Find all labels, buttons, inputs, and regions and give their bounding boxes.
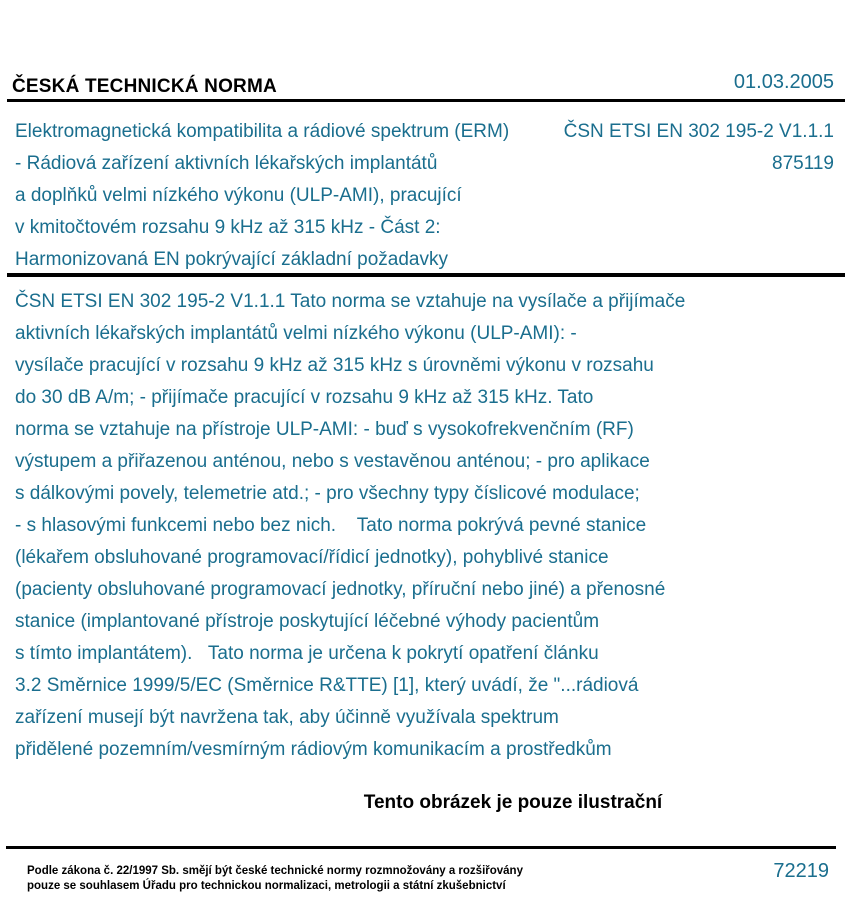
document-type-title: ČESKÁ TECHNICKÁ NORMA bbox=[12, 76, 277, 97]
abstract-line: vysílače pracující v rozsahu 9 kHz až 315 kHz s úrovněmi výkonu v rozsahu bbox=[15, 355, 654, 376]
abstract-line: s dálkovými povely, telemetrie atd.; - pro všechny typy číslicové modulace; bbox=[15, 483, 640, 504]
abstract-text bbox=[15, 286, 685, 766]
abstract-line: - s hlasovými funkcemi nebo bez nich. Tato norma pokrývá pevné stanice bbox=[15, 515, 647, 536]
header-divider bbox=[7, 99, 845, 102]
abstract-line: ČSN ETSI EN 302 195-2 V1.1.1 Tato norma se vztahuje na vysílače a přijímače bbox=[15, 291, 686, 312]
standard-title-line: Elektromagnetická kompatibilita a rádiové spektrum (ERM) bbox=[15, 121, 510, 142]
standard-title-line: - Rádiová zařízení aktivních lékařských implantátů bbox=[15, 153, 438, 174]
standard-title-line: a doplňků velmi nízkého výkonu (ULP-AMI), pracující bbox=[15, 185, 462, 206]
abstract-line: (lékařem obsluhované programovací/řídicí jednotky), pohyblivé stanice bbox=[15, 547, 609, 568]
legal-notice-line: Podle zákona č. 22/1997 Sb. smějí být české technické normy rozmnožovány a rozšiřovány bbox=[27, 865, 523, 877]
standard-identifiers bbox=[564, 116, 834, 180]
classification-number: 875119 bbox=[772, 153, 834, 174]
standard-title-line: v kmitočtovém rozsahu 9 kHz až 315 kHz - Část 2: bbox=[15, 217, 441, 238]
illustrative-notice: Tento obrázek je pouze ilustrační bbox=[363, 792, 663, 813]
abstract-line: stanice (implantované přístroje poskytující léčebné výhody pacientům bbox=[15, 611, 600, 632]
abstract-line: aktivních lékařských implantátů velmi nízkého výkonu (ULP-AMI): - bbox=[15, 323, 577, 344]
footer-divider bbox=[6, 846, 836, 849]
standard-title-line: Harmonizovaná EN pokrývající základní požadavky bbox=[15, 249, 448, 270]
abstract-line: výstupem a přiřazenou anténou, nebo s vestavěnou anténou; - pro aplikace bbox=[15, 451, 650, 472]
title-divider bbox=[7, 273, 845, 277]
document-number: 72219 bbox=[773, 860, 829, 882]
abstract-line: přidělené pozemním/vesmírným rádiovým komunikacím a prostředkům bbox=[15, 739, 612, 760]
legal-notice-line: pouze se souhlasem Úřadu pro technickou normalizaci, metrologii a státní zkušebnictví bbox=[27, 880, 506, 892]
abstract-line: 3.2 Směrnice 1999/5/EC (Směrnice R&TTE) [1], který uvádí, že "...rádiová bbox=[15, 675, 639, 696]
abstract-line: (pacienty obsluhované programovací jednotky, příruční nebo jiné) a přenosné bbox=[15, 579, 666, 600]
publication-date: 01.03.2005 bbox=[733, 71, 834, 93]
standard-code: ČSN ETSI EN 302 195-2 V1.1.1 bbox=[563, 121, 834, 142]
abstract-line: zařízení musejí být navržena tak, aby účinně využívala spektrum bbox=[15, 707, 559, 728]
legal-notice bbox=[27, 864, 523, 894]
abstract-line: s tímto implantátem). Tato norma je určena k pokrytí opatření článku bbox=[15, 643, 599, 664]
abstract-line: norma se vztahuje na přístroje ULP-AMI: - buď s vysokofrekvenčním (RF) bbox=[15, 419, 634, 440]
abstract-line: do 30 dB A/m; - přijímače pracující v rozsahu 9 kHz až 315 kHz. Tato bbox=[15, 387, 594, 408]
standard-title bbox=[15, 116, 509, 276]
